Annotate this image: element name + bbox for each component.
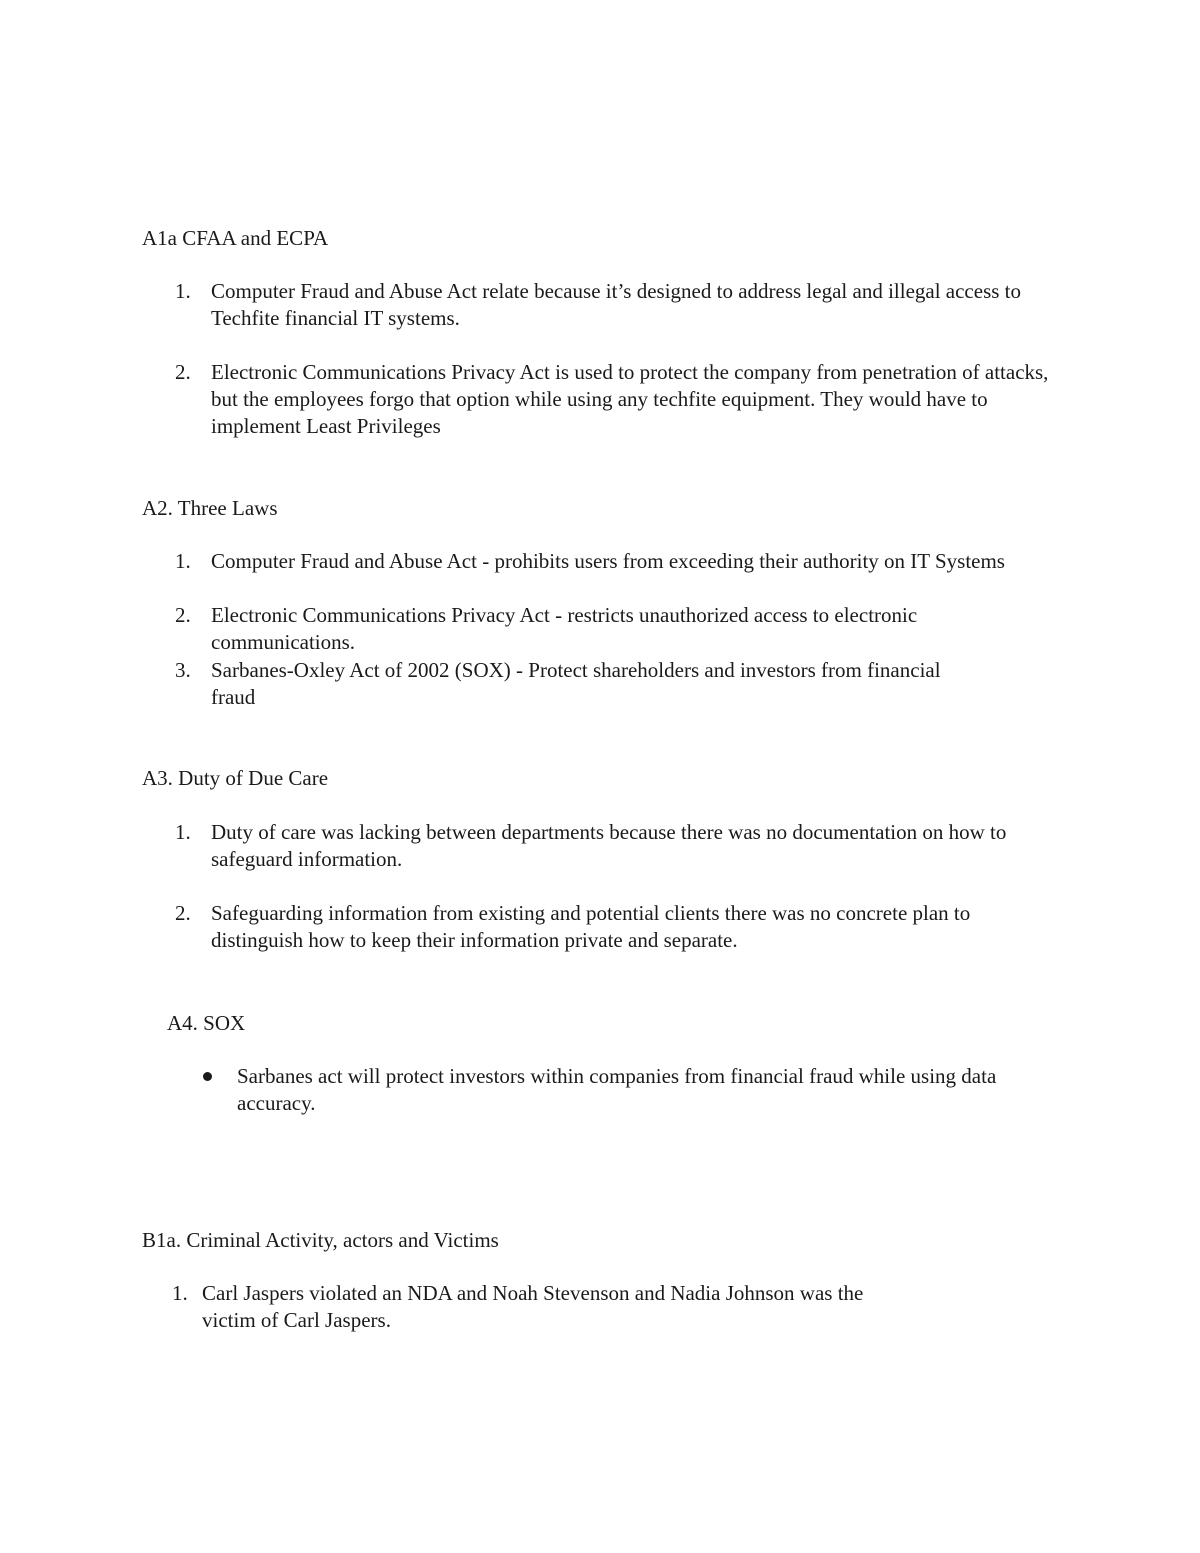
list-number: 3. xyxy=(175,658,191,682)
bullet-item-text: Sarbanes act will protect investors within companies from financial fraud while using data accuracy. xyxy=(237,1064,997,1115)
section-heading-b1a: B1a. Criminal Activity, actors and Victims xyxy=(142,1228,499,1252)
list-number: 2. xyxy=(175,603,191,627)
list-number: 2. xyxy=(175,901,191,925)
bullet-icon xyxy=(203,1072,212,1081)
section-heading-a1a: A1a CFAA and ECPA xyxy=(142,226,329,250)
list-item-text: Carl Jaspers violated an NDA and Noah Stevenson and Nadia Johnson was the victim of Carl Jaspers. xyxy=(202,1281,864,1332)
section-heading-a3: A3. Duty of Due Care xyxy=(142,766,329,790)
list-number: 1. xyxy=(175,279,191,303)
list-item-text: Electronic Communications Privacy Act - restricts unauthorized access to electronic communications. xyxy=(211,603,918,654)
list-number: 1. xyxy=(172,1281,188,1305)
section-heading-a2: A2. Three Laws xyxy=(142,496,278,520)
list-item-text: Computer Fraud and Abuse Act relate because it’s designed to address legal and illegal access to Techfite financial IT systems. xyxy=(211,279,1022,330)
list-number: 2. xyxy=(175,360,191,384)
list-item-text: Computer Fraud and Abuse Act - prohibits users from exceeding their authority on IT Systems xyxy=(211,549,1005,573)
list-item-text: Safeguarding information from existing and potential clients there was no concrete plan to distinguish how to keep their information private and separate. xyxy=(211,901,971,952)
section-heading-a4: A4. SOX xyxy=(167,1011,246,1035)
list-number: 1. xyxy=(175,820,191,844)
list-item-text: Electronic Communications Privacy Act is used to protect the company from penetration of attacks, but the employees forgo that option while using any techfite equipment. They would have to implement Least Privileges xyxy=(211,360,1049,438)
list-item-text: Duty of care was lacking between departments because there was no documentation on how to safeguard information. xyxy=(211,820,1007,871)
list-item-text: Sarbanes-Oxley Act of 2002 (SOX) - Protect shareholders and investors from financial fraud xyxy=(211,658,941,709)
list-number: 1. xyxy=(175,549,191,573)
